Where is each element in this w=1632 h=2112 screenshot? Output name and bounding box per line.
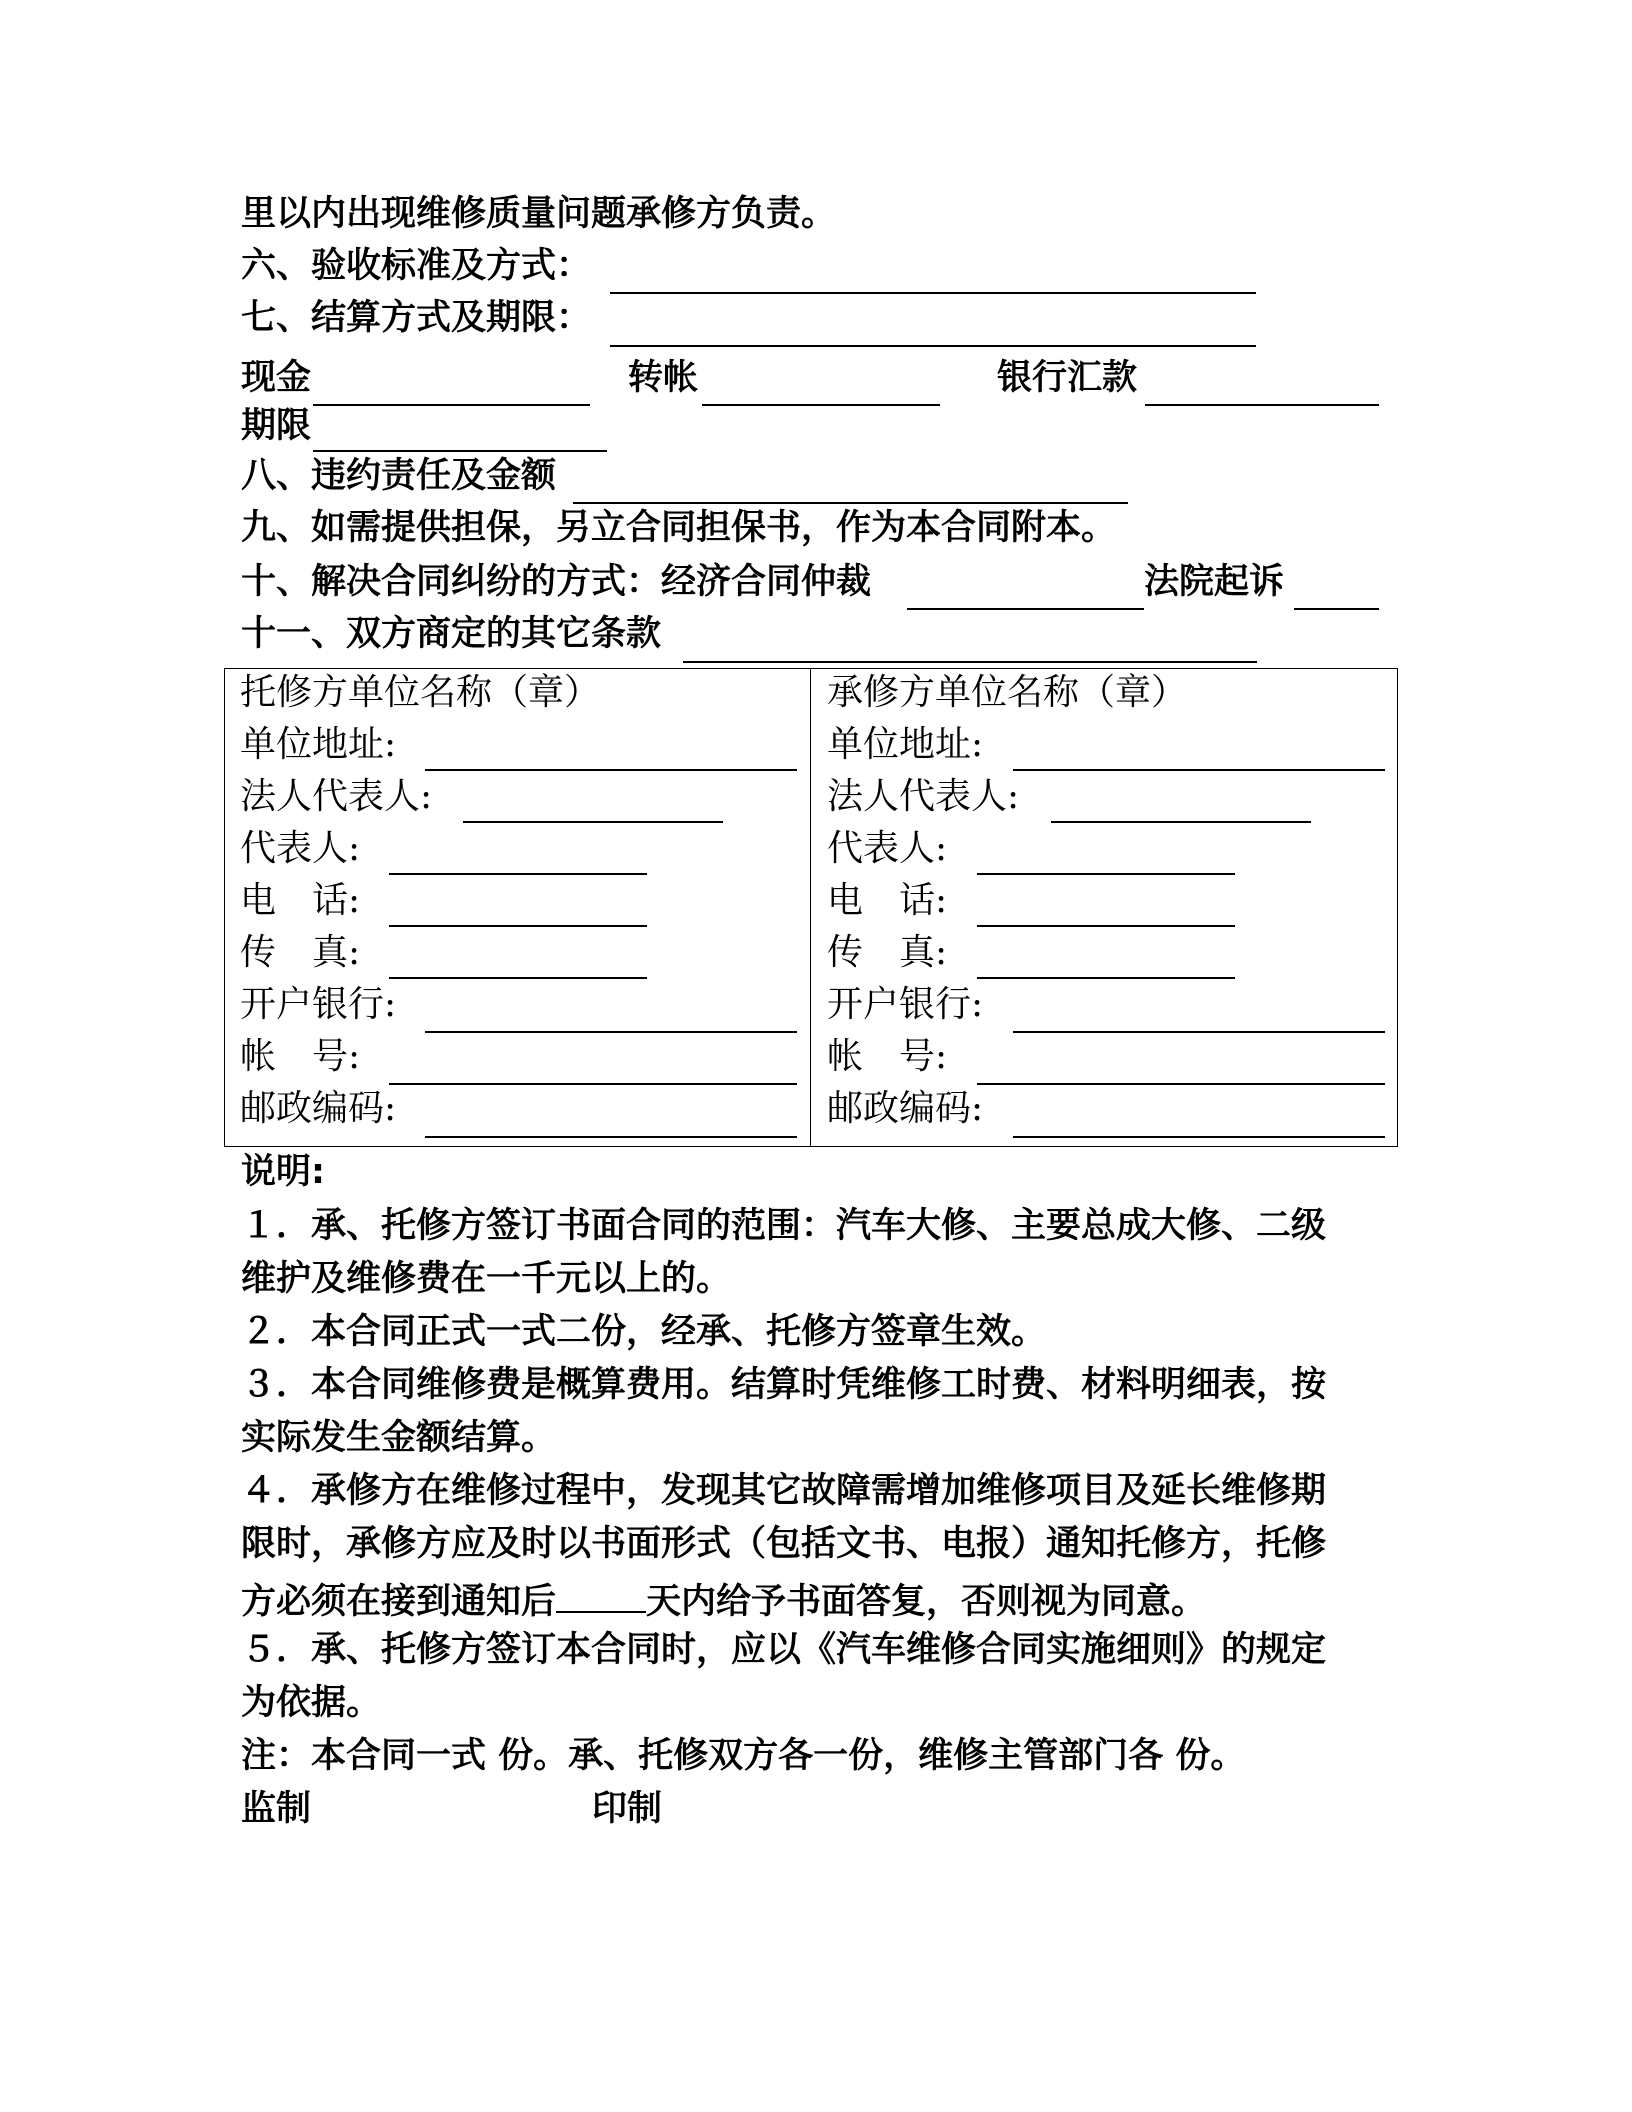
- contractor-phone-label: [827, 879, 947, 923]
- acceptance-line: [241, 244, 591, 288]
- settlement-line: [241, 296, 591, 340]
- contractor-fax-field[interactable]: [977, 977, 1235, 979]
- guarantee-line: 九、如需提供担保，另立合同担保书，作为本合同附本。: [241, 508, 1117, 548]
- text-line: 里以内出现维修质量问题承修方负责。: [241, 194, 837, 234]
- note-2: ２．本合同正式一式二份，经承、托修方签章生效。: [241, 1312, 1047, 1352]
- contractor-fax-char-a: 传: [827, 932, 864, 973]
- contractor-header: 承修方单位名称（章）: [827, 672, 1188, 713]
- contractor-fax-char-b: 真:: [899, 932, 948, 973]
- client-address-field[interactable]: [425, 769, 797, 771]
- breach-label: 八、违约责任及金额: [241, 456, 557, 496]
- court-blank[interactable]: [1294, 608, 1379, 610]
- note-4-line-3-start: 方必须在接到通知后: [241, 1582, 557, 1622]
- other-terms-blank[interactable]: [683, 661, 1257, 663]
- client-address-label: 单位地址:: [240, 724, 397, 765]
- cash-label: 现金: [241, 358, 312, 398]
- notes-title: 说明:: [241, 1152, 325, 1192]
- client-phone-field[interactable]: [389, 925, 647, 927]
- table-divider: [810, 669, 811, 1146]
- contractor-phone-field[interactable]: [977, 925, 1235, 927]
- bank-draft-blank[interactable]: [1145, 404, 1379, 406]
- client-bank-field[interactable]: [425, 1031, 797, 1033]
- contractor-legal-rep-label: 法人代表人:: [827, 776, 1020, 817]
- note-4-line-2: 限时，承修方应及时以书面形式（包括文书、电报）通知托修方，托修: [241, 1524, 1327, 1564]
- note-1-line-1: １．承、托修方签订书面合同的范围：汽车大修、主要总成大修、二级: [241, 1206, 1327, 1246]
- note-1-line-2: 维护及维修费在一千元以上的。: [241, 1259, 732, 1299]
- contractor-postcode-label: 邮政编码:: [827, 1088, 984, 1129]
- contractor-phone-char-a: 电: [827, 880, 864, 921]
- client-account-char-b: 号:: [312, 1036, 361, 1077]
- contractor-bank-field[interactable]: [1013, 1031, 1385, 1033]
- reply-days-blank[interactable]: [556, 1575, 646, 1613]
- contractor-rep-field[interactable]: [977, 873, 1235, 875]
- transfer-label: 转帐: [628, 358, 699, 398]
- client-account-label: [240, 1035, 360, 1079]
- note-4-line-1: ４．承修方在维修过程中，发现其它故障需增加维修项目及延长维修期: [241, 1471, 1327, 1511]
- contractor-address-label: 单位地址:: [827, 724, 984, 765]
- contractor-legal-rep-field[interactable]: [1051, 821, 1311, 823]
- contractor-account-label: [827, 1035, 947, 1079]
- acceptance-label: 六、验收标准及方式：: [241, 246, 592, 286]
- court-label: 法院起诉: [1144, 562, 1285, 602]
- client-account-char-a: 帐: [240, 1036, 277, 1077]
- note-3-line-1: ３．本合同维修费是概算费用。结算时凭维修工时费、材料明细表，按: [241, 1365, 1327, 1405]
- note-5-line-2: 为依据。: [241, 1683, 382, 1723]
- client-legal-rep-field[interactable]: [463, 821, 723, 823]
- settlement-label: 七、结算方式及期限：: [241, 298, 592, 338]
- client-postcode-label: 邮政编码:: [240, 1088, 397, 1129]
- note-4-line-3-end: 天内给予书面答复，否则视为同意。: [646, 1582, 1207, 1622]
- client-rep-label: 代表人:: [240, 828, 361, 869]
- contractor-postcode-field[interactable]: [1013, 1136, 1385, 1138]
- client-postcode-field[interactable]: [425, 1136, 797, 1138]
- client-fax-field[interactable]: [389, 977, 647, 979]
- transfer-blank[interactable]: [702, 404, 940, 406]
- contractor-bank-label: 开户银行:: [827, 984, 984, 1025]
- note-5-line-1: ５．承、托修方签订本合同时，应以《汽车维修合同实施细则》的规定: [241, 1630, 1327, 1670]
- client-phone-char-b: 话:: [312, 880, 361, 921]
- contractor-fax-label: [827, 931, 947, 975]
- client-fax-char-b: 真:: [312, 932, 361, 973]
- contractor-account-char-b: 号:: [899, 1036, 948, 1077]
- client-account-field[interactable]: [389, 1083, 797, 1085]
- dispute-label: 十、解决合同纠纷的方式：经济合同仲裁: [241, 562, 872, 602]
- contractor-account-field[interactable]: [977, 1083, 1385, 1085]
- term-label: 期限: [241, 406, 312, 446]
- copies-remark: 注：本合同一式 份。承、托修双方各一份，维修主管部门各 份。: [241, 1736, 1246, 1776]
- supervise-label: 监制: [241, 1789, 312, 1829]
- settlement-blank[interactable]: [610, 345, 1256, 347]
- other-terms-label: 十一、双方商定的其它条款: [241, 614, 662, 654]
- breach-blank[interactable]: [573, 502, 1128, 504]
- client-fax-char-a: 传: [240, 932, 277, 973]
- term-blank[interactable]: [313, 450, 607, 452]
- client-fax-label: [240, 931, 360, 975]
- note-3-line-2: 实际发生金额结算。: [241, 1418, 557, 1458]
- acceptance-blank[interactable]: [610, 292, 1256, 294]
- note-4-line-3: [241, 1575, 1206, 1624]
- arbitration-blank[interactable]: [907, 608, 1144, 610]
- bank-draft-label: 银行汇款: [997, 358, 1138, 398]
- client-bank-label: 开户银行:: [240, 984, 397, 1025]
- contractor-rep-label: 代表人:: [827, 828, 948, 869]
- client-phone-label: [240, 879, 360, 923]
- contractor-phone-char-b: 话:: [899, 880, 948, 921]
- client-legal-rep-label: 法人代表人:: [240, 776, 433, 817]
- cash-blank[interactable]: [313, 404, 590, 406]
- contractor-address-field[interactable]: [1013, 769, 1385, 771]
- client-header: 托修方单位名称（章）: [240, 672, 601, 713]
- client-phone-char-a: 电: [240, 880, 277, 921]
- party-info-table: [224, 668, 1398, 1147]
- contractor-account-char-a: 帐: [827, 1036, 864, 1077]
- client-rep-field[interactable]: [389, 873, 647, 875]
- print-label: 印制: [592, 1789, 663, 1829]
